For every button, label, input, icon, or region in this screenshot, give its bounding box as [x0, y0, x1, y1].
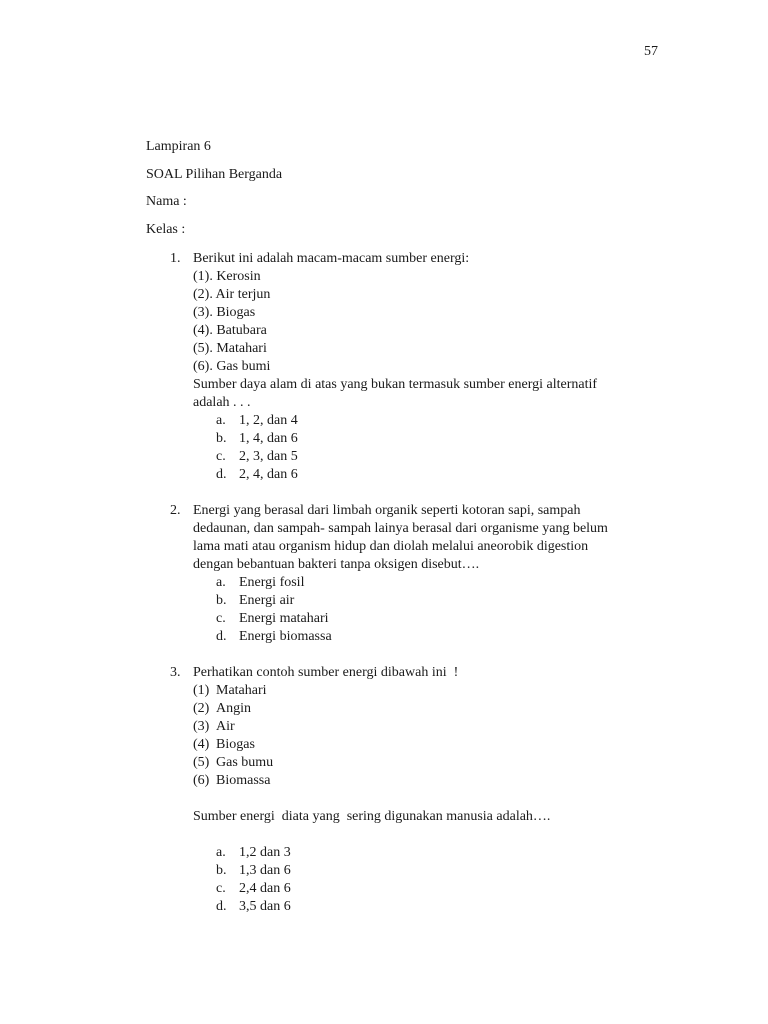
item-number: (5)	[193, 755, 210, 770]
question-prompt-line: Energi yang berasal dari limbah organik seperti kotoran sapi, sampah	[193, 503, 581, 518]
question-text: adalah . . .	[193, 395, 251, 410]
answer-option	[216, 844, 670, 862]
question-2	[170, 502, 670, 646]
question-number: 2.	[170, 503, 181, 518]
option-letter: d.	[216, 467, 227, 482]
option-letter: d.	[216, 899, 227, 914]
option-text: 2, 3, dan 5	[239, 449, 298, 464]
option-text: 1, 4, dan 6	[239, 431, 298, 446]
item-text: Matahari	[216, 683, 267, 698]
option-text: Energi air	[239, 593, 295, 608]
question-prompt: Berikut ini adalah macam-macam sumber energi:	[193, 251, 470, 266]
list-item	[193, 682, 670, 700]
answer-option	[216, 430, 670, 448]
list-item: (1). Kerosin	[193, 269, 261, 284]
question-list	[170, 250, 670, 916]
answer-option	[216, 592, 670, 610]
page-number: 57	[644, 44, 658, 59]
item-text: Gas bumu	[216, 755, 274, 770]
question-1	[170, 250, 670, 484]
document-header	[146, 138, 282, 248]
question-prompt-line: dedaunan, dan sampah- sampah lainya berasal dari organisme yang belum	[193, 521, 608, 536]
question-prompt-line: lama mati atau organism hidup dan diolah melalui aneorobik digestion	[193, 539, 589, 554]
option-letter: b.	[216, 863, 227, 878]
option-letter: c.	[216, 881, 226, 896]
option-text: Energi fosil	[239, 575, 305, 590]
energy-source-list	[193, 268, 670, 376]
answer-options	[193, 844, 670, 916]
item-text: Air	[216, 719, 235, 734]
answer-option	[216, 880, 670, 898]
option-text: 3,5 dan 6	[239, 899, 291, 914]
answer-option	[216, 898, 670, 916]
list-item: (4). Batubara	[193, 323, 267, 338]
question-prompt-line: dengan bebantuan bakteri tanpa oksigen disebut….	[193, 557, 480, 572]
answer-options	[193, 574, 670, 646]
item-text: Biomassa	[216, 773, 271, 788]
class-field-label: Kelas :	[146, 221, 186, 237]
list-item: (3). Biogas	[193, 305, 256, 320]
item-number: (4)	[193, 737, 210, 752]
question-prompt: Perhatikan contoh sumber energi dibawah ini !	[193, 665, 459, 680]
option-letter: c.	[216, 611, 226, 626]
answer-option	[216, 628, 670, 646]
option-letter: a.	[216, 845, 226, 860]
list-item	[193, 718, 670, 736]
option-text: 1,3 dan 6	[239, 863, 291, 878]
list-item	[193, 754, 670, 772]
list-item	[193, 772, 670, 790]
option-text: Energi biomassa	[239, 629, 332, 644]
option-letter: c.	[216, 449, 226, 464]
answer-options	[193, 412, 670, 484]
answer-option	[216, 610, 670, 628]
question-3	[170, 664, 670, 916]
appendix-label: Lampiran 6	[146, 139, 211, 154]
list-item: (2). Air terjun	[193, 287, 271, 302]
question-number: 1.	[170, 251, 181, 266]
answer-option	[216, 862, 670, 880]
list-item	[193, 736, 670, 754]
item-text: Biogas	[216, 737, 255, 752]
option-text: 2,4 dan 6	[239, 881, 291, 896]
question-number: 3.	[170, 665, 181, 680]
energy-source-list	[193, 682, 670, 790]
option-letter: a.	[216, 413, 226, 428]
option-letter: b.	[216, 431, 227, 446]
name-field-label: Nama :	[146, 194, 187, 209]
list-item: (5). Matahari	[193, 341, 267, 356]
answer-option	[216, 574, 670, 592]
document-title: SOAL Pilihan Berganda	[146, 166, 283, 182]
list-item: (6). Gas bumi	[193, 359, 271, 374]
option-text: 1, 2, dan 4	[239, 413, 298, 428]
option-letter: b.	[216, 593, 227, 608]
option-text: Energi matahari	[239, 611, 329, 626]
item-number: (2)	[193, 701, 210, 716]
list-item	[193, 700, 670, 718]
question-text: Sumber daya alam di atas yang bukan termasuk sumber energi alternatif	[193, 377, 598, 392]
option-letter: a.	[216, 575, 226, 590]
answer-option	[216, 466, 670, 484]
answer-option	[216, 448, 670, 466]
option-letter: d.	[216, 629, 227, 644]
question-text: Sumber energi diata yang sering digunakan manusia adalah….	[193, 809, 551, 824]
item-number: (3)	[193, 719, 210, 734]
option-text: 1,2 dan 3	[239, 845, 291, 860]
option-text: 2, 4, dan 6	[239, 467, 298, 482]
item-number: (6)	[193, 773, 210, 788]
item-number: (1)	[193, 683, 210, 698]
item-text: Angin	[216, 701, 251, 716]
answer-option	[216, 412, 670, 430]
